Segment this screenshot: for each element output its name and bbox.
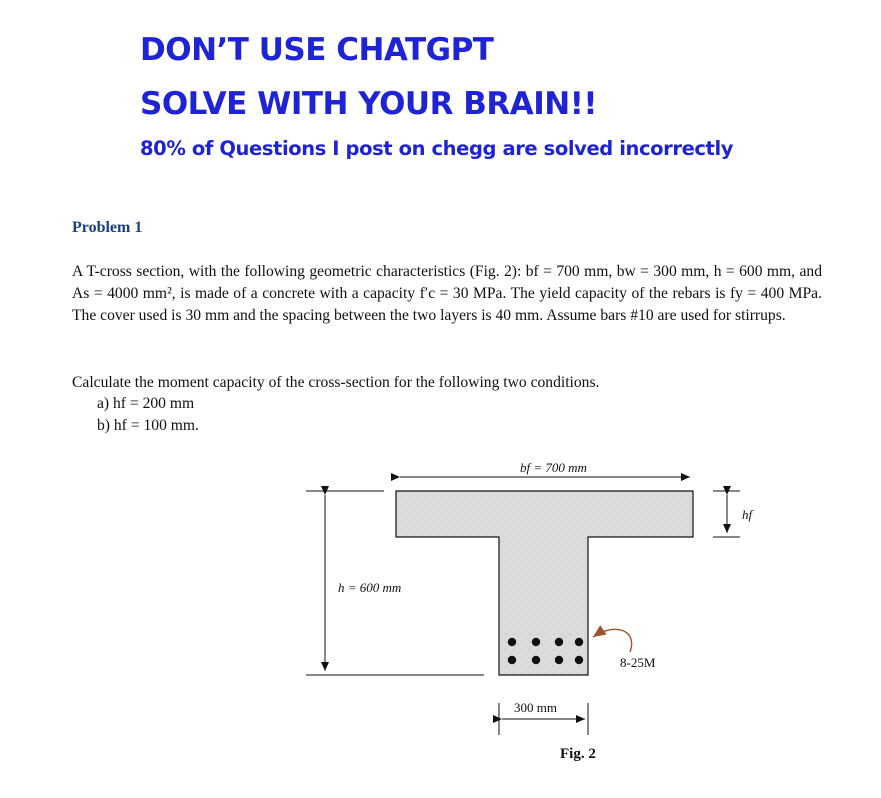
rebar-3 <box>555 638 563 646</box>
bar-callout-arrow <box>593 629 632 652</box>
rebar-1 <box>508 638 516 646</box>
problem-text: A T-cross section, with the following geometric characteristics (Fig. 2): bf = 700 mm, bw = 300 mm, h = 600 mm, and As = 4000 mm², is made of a concrete with a capacity f′c = 30 MPa. The yield capacity of the rebars is fy = 400 MPa. The cover used is 30 mm and the spacing between the two layers is 40 mm. Assume bars #10 are used for stirrups. <box>72 263 822 324</box>
condition-b: b) hf = 100 mm. <box>97 417 199 434</box>
bw-label: 300 mm <box>514 700 557 715</box>
hf-label: hf <box>742 507 753 522</box>
banner-line-2: SOLVE WITH YOUR BRAIN!! <box>140 86 598 122</box>
h-label: h = 600 mm <box>338 580 402 595</box>
t-section-shape <box>396 491 693 675</box>
problem-heading: Problem 1 <box>72 219 143 236</box>
rebar-5 <box>508 656 516 664</box>
rebar-2 <box>532 638 540 646</box>
rebar-6 <box>532 656 540 664</box>
banner-line-1: DON’T USE CHATGPT <box>140 32 494 68</box>
banner-line-3: 80% of Questions I post on chegg are solved incorrectly <box>140 137 734 160</box>
calc-prompt: Calculate the moment capacity of the cross-section for the following two conditions. <box>72 374 600 391</box>
bars-label: 8-25M <box>620 655 656 670</box>
condition-a: a) hf = 200 mm <box>97 395 195 412</box>
rebar-7 <box>555 656 563 664</box>
bf-label: bf = 700 mm <box>520 460 587 475</box>
rebar-4 <box>575 638 583 646</box>
rebar-8 <box>575 656 583 664</box>
figure-caption: Fig. 2 <box>560 746 596 762</box>
